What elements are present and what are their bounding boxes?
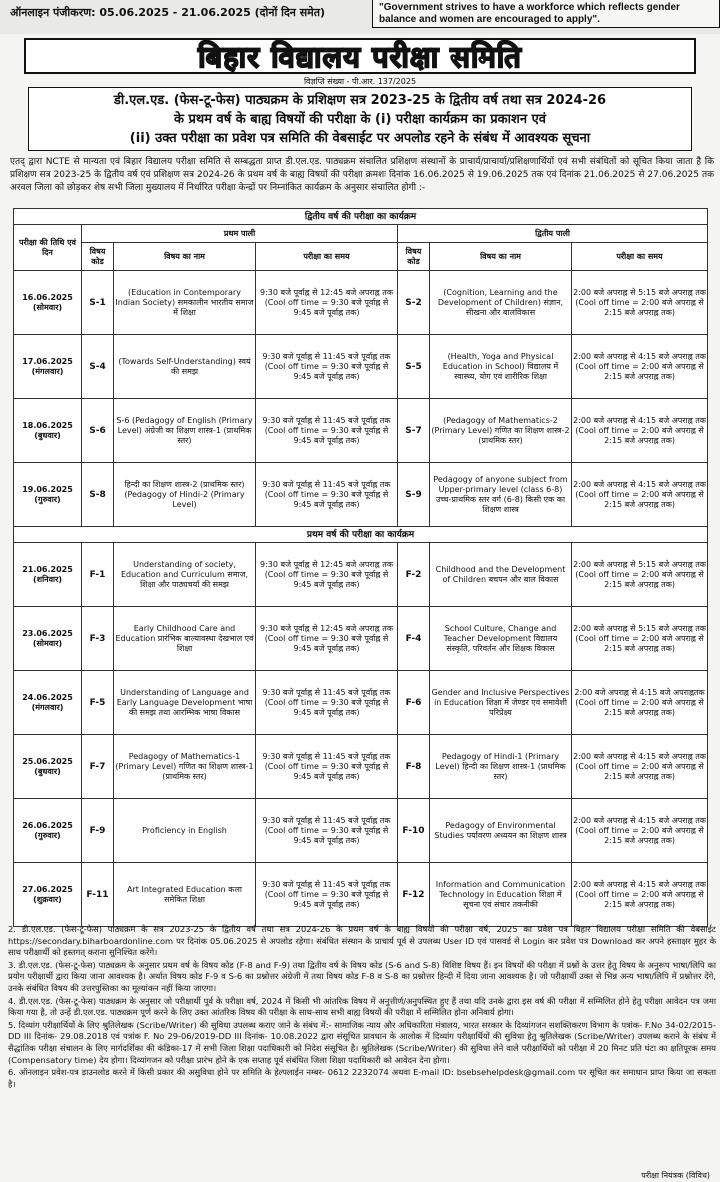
note-item: 6. ऑनलाइन प्रवेश-पत्र डाउनलोड करने में किसी प्रकार की असुविधा होने पर समिति के हेल्पलाईन नम्बर- 0612 2232074 अथवा E-mail ID: bsebsehelpdesk@gmail.com पर सूचित कर समाधान प्राप्त किया जा सकता है। [8, 1067, 716, 1089]
exam-day: (सोमवार) [32, 302, 63, 312]
subject-name: Proficiency in English [114, 799, 256, 863]
exam-date: 27.06.2025 [22, 884, 73, 894]
subject-name: हिन्दी का शिक्षण शास्त्र-2 (प्राथमिक स्तर) (Pedagogy of Hindi-2 (Primary Level) [114, 463, 256, 527]
exam-date: 17.06.2025 [22, 356, 73, 366]
exam-schedule-table [13, 208, 708, 927]
exam-time: 2:00 बजे अपराह्न से 5:15 बजे अपराह्न तक (Cool off time = 2:00 बजे अपराह्न से 2:15 बजे अपराह्न तक) [572, 271, 708, 335]
note-item: 5. दिव्यांग परीक्षार्थियों के लिए श्रुतिलेखक (Scribe/Writer) की सुविधा उपलब्ध कराए जाने के संबंध में:- सामाजिक न्याय और अधिकारिता मंत्रालय, भारत सरकार के दिव्यांगजन सशक्तिकरण विभाग के पत्रांक- F.No 34-02/2015-DD III दिनांक- 29.08.2018 एवं पत्रांक F. No 29-06/2019-DD III दिनांक- 10.08.2022 द्वारा संसूचित प्रावधान के आलोक में दिव्यांग परीक्षार्थियों की सुविधा हेतु श्रुतिलेखक (Scribe/Writer) उपलब्ध कराने के संबंध में सैद्धांतिक परीक्षा संचालन के लिए मार्गदर्शिका की कंडिका-17 में सभी जिला शिक्षा पदाधिकारी को निदेश संसूचित है। श्रुतिलेखक (Scribe/Writer) की सुविधा लेने वाले परीक्षार्थियों को परीक्षा में 20 मिनट प्रति घंटा का क्षतिपूरक समय (Compensatory time) देय होगा। दिव्यांगजन को परीक्षा प्रारंभ होने के एक सप्ताह पूर्व संबंधित जिला शिक्षा पदाधिकारी को आवेदन देना होगा। [8, 1019, 716, 1065]
exam-time: 2:00 बजे अपराह्न से 5:15 बजे अपराह्न तक (Cool off time = 2:00 बजे अपराह्न से 2:15 बजे अपराह्न तक) [572, 607, 708, 671]
exam-date-cell [14, 399, 82, 463]
subject-name: (Cognition, Learning and the Development of Children) संज्ञान, सीखना और बालविकास [430, 271, 572, 335]
exam-date-cell [14, 543, 82, 607]
exam-date: 23.06.2025 [22, 628, 73, 638]
subject-code: S-6 [82, 399, 114, 463]
exam-time: 2:00 बजे अपराह्न से 4:15 बजे अपराह्न तक (Cool off time = 2:00 बजे अपराह्न से 2:15 बजे अपराह्न तक) [572, 335, 708, 399]
schedule-row [14, 271, 708, 335]
notice-number: विज्ञप्ति संख्या - पी.आर. 137/2025 [303, 77, 417, 86]
exam-time: 9:30 बजे पूर्वाह्न से 12:45 बजे अपराह्न तक (Cool off time = 9:30 बजे पूर्वाह्न से 9:45 बजे पूर्वाह्न तक) [256, 271, 398, 335]
exam-time: 9:30 बजे पूर्वाह्न से 11:45 बजे पूर्वाह्न तक (Cool off time = 9:30 बजे पूर्वाह्न से 9:45 बजे पूर्वाह्न तक) [256, 799, 398, 863]
exam-day: (मंगलवार) [31, 702, 64, 712]
exam-date: 25.06.2025 [22, 756, 73, 766]
note-item: 3. डी.एल.एड. (फेस-टू-फेस) पाठ्यक्रम के अनुसार प्रथम वर्ष के विषय कोड (F-8 and F-9) तथा द्वितीय वर्ष के विषय कोड (S-6 and S-8) विशिष्ट विषय हैं। इन विषयों की परीक्षा में प्रश्नों के उत्तर हेतु विषय के अनुरूप भाषा/लिपि का प्रयोग परीक्षार्थी द्वारा किया जाना आवश्यक है। अर्थात विषय कोड F-9 व S-6 का प्रश्नोत्तर अंग्रेजी में तथा विषय कोड F-8 व S-8 का प्रश्नोत्तर हिन्दी में दिया जाना आवश्यक है। जो परीक्षार्थी उक्त से भिन्न अन्य भाषा/लिपि में प्रश्नोत्तर देंगे, उनके संबंधित विषय की उत्तरपुस्तिका का मूल्यांकन नहीं किया जाएगा। [8, 959, 716, 993]
subject-code: S-2 [398, 271, 430, 335]
exam-day: (शुक्रवार) [33, 894, 62, 904]
board-title: बिहार विद्यालय परीक्षा समिति [198, 39, 522, 74]
exam-date-cell [14, 335, 82, 399]
schedule-row [14, 335, 708, 399]
name-header: विषय का नाम [114, 243, 256, 271]
exam-time: 2:00 बजे अपराह्न से 4:15 बजे अपराह्न तक (Cool off time = 2:00 बजे अपराह्न से 2:15 बजे अपराह्न तक) [572, 863, 708, 927]
exam-date: 19.06.2025 [22, 484, 73, 494]
exam-time: 2:00 बजे अपराह्न से 4:15 बजे अपराह्न तक (Cool off time = 2:00 बजे अपराह्न से 2:15 बजे अपराह्न तक) [572, 399, 708, 463]
subject-code: S-1 [82, 271, 114, 335]
subject-name: School Culture, Change and Teacher Development विद्यालय संस्कृति, परिवर्तन और शिक्षक विकास [430, 607, 572, 671]
code-header: विषय कोड [82, 243, 114, 271]
exam-time: 9:30 बजे पूर्वाह्न से 11:45 बजे पूर्वाह्न तक (Cool off time = 9:30 बजे पूर्वाह्न से 9:45 बजे पूर्वाह्न तक) [256, 671, 398, 735]
exam-time: 9:30 बजे पूर्वाह्न से 11:45 बजे पूर्वाह्न तक (Cool off time = 9:30 बजे पूर्वाह्न से 9:45 बजे पूर्वाह्न तक) [256, 863, 398, 927]
exam-date: 26.06.2025 [22, 820, 73, 830]
exam-time: 2:00 बजे अपराह्न से 4:15 बजे अपराह्न तक (Cool off time = 2:00 बजे अपराह्न से 2:15 बजे अपराह्न तक) [572, 463, 708, 527]
exam-date: 16.06.2025 [22, 292, 73, 302]
exam-date-cell [14, 607, 82, 671]
subject-name: (Education in Contemporary Indian Society) समकालीन भारतीय समाज में शिक्षा [114, 271, 256, 335]
subject-name: Childhood and the Development of Children बचपन और बाल विकास [430, 543, 572, 607]
exam-date-cell [14, 735, 82, 799]
exam-time: 9:30 बजे पूर्वाह्न से 11:45 बजे पूर्वाह्न तक (Cool off time = 9:30 बजे पूर्वाह्न से 9:45 बजे पूर्वाह्न तक) [256, 463, 398, 527]
exam-date: 24.06.2025 [22, 692, 73, 702]
subject-line-2: के प्रथम वर्ष के बाह्य विषयों की परीक्षा के (i) परीक्षा कार्यक्रम का प्रकाशन एवं [174, 112, 546, 127]
subject-code: S-9 [398, 463, 430, 527]
section-header-row [14, 209, 708, 225]
schedule-row [14, 799, 708, 863]
subject-code: F-5 [82, 671, 114, 735]
first-shift-header: प्रथम पाली [82, 225, 398, 243]
exam-day: (गुरुवार) [34, 830, 61, 840]
exam-date: 21.06.2025 [22, 564, 73, 574]
subject-code: S-7 [398, 399, 430, 463]
registration-dates: ऑनलाइन पंजीकरण: 05.06.2025 - 21.06.2025 (दोनों दिन समेत) [10, 6, 326, 19]
subject-name: Early Childhood Care and Education प्रारंभिक बाल्यावस्था देखभाल एवं शिक्षा [114, 607, 256, 671]
section-header-row [14, 527, 708, 543]
exam-day: (सोमवार) [32, 638, 63, 648]
subject-box [28, 87, 692, 151]
exam-time: 2:00 बजे अपराह्न से 4:15 बजे अपराह्न तक (Cool off time = 2:00 बजे अपराह्न से 2:15 बजे अपराह्न तक) [572, 799, 708, 863]
shift-header-row [14, 225, 708, 243]
subject-name: Pedagogy of Hindi-1 (Primary Level) हिन्दी का शिक्षण शास्त्र-1 (प्राथमिक स्तर) [430, 735, 572, 799]
name-header: विषय का नाम [430, 243, 572, 271]
exam-date-cell [14, 671, 82, 735]
subject-name: S-6 (Pedagogy of English (Primary Level) अंग्रेजी का शिक्षण शास्त्र-1 (प्राथमिक स्तर) [114, 399, 256, 463]
exam-time: 9:30 बजे पूर्वाह्न से 12:45 बजे अपराह्न तक (Cool off time = 9:30 बजे पूर्वाह्न से 9:45 बजे पूर्वाह्न तक) [256, 607, 398, 671]
note-item: 4. डी.एल.एड. (फेस-टू-फेस) पाठ्यक्रम के अनुसार जो परीक्षार्थी पूर्व के परीक्षा वर्ष, 2024 में किसी भी आंतरिक विषय में अनुत्तीर्ण/अनुपस्थित हुए हैं तथा यदि उनके द्वारा इस वर्ष की परीक्षा में सम्मिलित होने हेतु परीक्षा आवेदन पत्र जमा किया गया है, तो उन्हें डी.एल.एड. पाठ्यक्रम पूर्ण करने के लिए उक्त आंतरिक विषय की परीक्षा के साथ-साथ सभी बाह्य विषयों की परीक्षा में सम्मिलित होना अनिवार्य होगा। [8, 995, 716, 1018]
subject-code: F-7 [82, 735, 114, 799]
subject-code: F-12 [398, 863, 430, 927]
second-shift-header: द्वितीय पाली [398, 225, 708, 243]
subject-name: (Pedagogy of Mathematics-2 (Primary Level) गणित का शिक्षण शास्त्र-2 (प्राथमिक स्तर) [430, 399, 572, 463]
intro-paragraph: एतद् द्वारा NCTE से मान्यता एवं बिहार विद्यालय परीक्षा समिति से सम्बद्धता प्राप्त डी.एल.एड. पाठ्यक्रम संचालित प्रशिक्षण संस्थानों के प्राचार्य/प्राचार्या/प्रशिक्षणार्थियों एवं सभी संबंधितों को सूचित किया जाता है कि प्रशिक्षण सत्र 2023-25 के द्वितीय वर्ष एवं प्रशिक्षण सत्र 2024-26 के प्रथम वर्ष के बाह्य विषयों की परीक्षा क्रमशः दिनांक 16.06.2025 से 19.06.2025 तक एवं दिनांक 21.06.2025 से 27.06.2025 तक अरवल जिला को छोड़कर शेष सभी जिला मुख्यालय में निर्धारित परीक्षा केन्द्रों पर निम्नांकित कार्यक्रम के अनुसार संचालित होगी :- [10, 157, 714, 193]
subject-name: Pedagogy of anyone subject from Upper-primary level (class 6-8) उच्च-प्राथमिक स्तर वर्ग (6-8) किसी एक का शिक्षण शास्त्र [430, 463, 572, 527]
subject-name: Gender and Inclusive Perspectives in Education शिक्षा में जेण्डर एवं समावेशी परिप्रेक्ष्य [430, 671, 572, 735]
schedule-row [14, 543, 708, 607]
subject-name: Pedagogy of Mathematics-1 (Primary Level) गणित का शिक्षण शास्त्र-1 (प्राथमिक स्तर) [114, 735, 256, 799]
subject-line-3: (ii) उक्त परीक्षा का प्रवेश पत्र समिति की वेबसाईट पर अपलोड रहने के संबंध में आवश्यक सूचना [129, 131, 591, 146]
exam-date: 18.06.2025 [22, 420, 73, 430]
controller-signature: परीक्षा नियंत्रक (विविध) [641, 1171, 710, 1180]
subject-name: Art Integrated Education कला समेकित शिक्षा [114, 863, 256, 927]
subject-name: Information and Communication Technology in Education शिक्षा में सूचना एवं संचार तकनीकी [430, 863, 572, 927]
gender-balance-quote: "Government strives to have a workforce which reflects gender balance and women are encouraged to apply". [372, 0, 720, 28]
exam-day: (शनिवार) [32, 574, 63, 584]
subject-name: (Towards Self-Understanding) स्वयं की समझ [114, 335, 256, 399]
exam-day: (गुरुवार) [34, 494, 61, 504]
exam-time: 9:30 बजे पूर्वाह्न से 11:45 बजे पूर्वाह्न तक (Cool off time = 9:30 बजे पूर्वाह्न से 9:45 बजे पूर्वाह्न तक) [256, 335, 398, 399]
exam-date-cell [14, 271, 82, 335]
subject-name: Understanding of Language and Early Language Development भाषा की समझ तथा आरम्भिक भाषा विकास [114, 671, 256, 735]
exam-day: (मंगलवार) [31, 366, 64, 376]
subject-code: S-8 [82, 463, 114, 527]
subject-code: F-2 [398, 543, 430, 607]
time-header: परीक्षा का समय [256, 243, 398, 271]
subject-name: (Health, Yoga and Physical Education in School) विद्यालय में स्वास्थ्य, योग एवं शारीरिक शिक्षा [430, 335, 572, 399]
subject-code: F-6 [398, 671, 430, 735]
section-title-first-year: प्रथम वर्ष की परीक्षा का कार्यक्रम [14, 527, 708, 543]
schedule-row [14, 607, 708, 671]
top-strip [0, 0, 720, 34]
exam-time: 2:00 बजे अपराह्न से 4:15 बजे अपराह्नतक (Cool off time = 2:00 बजे अपराह्न से 2:15 बजे अपराह्न तक) [572, 671, 708, 735]
notes-section [8, 924, 716, 1091]
schedule-row [14, 735, 708, 799]
code-header: विषय कोड [398, 243, 430, 271]
subject-name: Understanding of society, Education and Curriculum समाज, शिक्षा और पाठ्यचर्या की समझ [114, 543, 256, 607]
exam-time: 2:00 बजे अपराह्न से 5:15 बजे अपराह्न तक (Cool off time = 2:00 बजे अपराह्न से 2:15 बजे अपराह्न तक) [572, 543, 708, 607]
exam-date-cell [14, 863, 82, 927]
subject-code: S-5 [398, 335, 430, 399]
time-header: परीक्षा का समय [572, 243, 708, 271]
subject-code: F-4 [398, 607, 430, 671]
board-banner [24, 38, 696, 74]
schedule-row [14, 863, 708, 927]
exam-time: 9:30 बजे पूर्वाह्न से 11:45 बजे पूर्वाह्न तक (Cool off time = 9:30 बजे पूर्वाह्न से 9:45 बजे पूर्वाह्न तक) [256, 735, 398, 799]
date-column-header: परीक्षा की तिथि एवं दिन [14, 225, 82, 271]
exam-time: 9:30 बजे पूर्वाह्न से 12:45 बजे अपराह्न तक (Cool off time = 9:30 बजे पूर्वाह्न से 9:45 बजे पूर्वाह्न तक) [256, 543, 398, 607]
schedule-row [14, 399, 708, 463]
subject-line-1: डी.एल.एड. (फेस-टू-फेस) पाठ्यक्रम के प्रशिक्षण सत्र 2023-25 के द्वितीय वर्ष तथा सत्र 2024-26 [113, 93, 607, 108]
subject-code: S-4 [82, 335, 114, 399]
subject-code: F-9 [82, 799, 114, 863]
schedule-row [14, 671, 708, 735]
subject-code: F-8 [398, 735, 430, 799]
schedule-row [14, 463, 708, 527]
subject-code: F-1 [82, 543, 114, 607]
subject-code: F-11 [82, 863, 114, 927]
subject-code: F-3 [82, 607, 114, 671]
section-title-second-year: द्वितीय वर्ष की परीक्षा का कार्यक्रम [14, 209, 708, 225]
subject-code: F-10 [398, 799, 430, 863]
subject-name: Pedagogy of Environmental Studies पर्यावरण अध्ययन का शिक्षण शास्त्र [430, 799, 572, 863]
exam-date-cell [14, 799, 82, 863]
note-item: 2. डी.एल.एड. (फेस-टू-फेस) पाठ्यक्रम के सत्र 2023-25 के द्वितीय वर्ष तथा सत्र 2024-26 के प्रथम वर्ष के बाह्य विषयों की परीक्षा वर्ष, 2025 का प्रवेश पत्र बिहार विद्यालय परीक्षा समिति की वेबसाईट https://secondary.biharboardonline.com पर दिनांक 05.06.2025 से अपलोड रहेगा। संबंधित संस्थान के प्राचार्य पूर्व से उपलब्ध User ID एवं पासवर्ड से Login कर प्रवेश पत्र Download कर अपने हस्ताक्षर मुहर के साथ परीक्षार्थी को हस्तगत् कराना सुनिश्चित करेंगे। [8, 924, 716, 958]
column-header-row [14, 243, 708, 271]
exam-date-cell [14, 463, 82, 527]
exam-time: 2:00 बजे अपराह्न से 4:15 बजे अपराह्न तक (Cool off time = 2:00 बजे अपराह्न से 2:15 बजे अपराह्न तक) [572, 735, 708, 799]
exam-day: (बुधवार) [34, 766, 61, 776]
exam-day: (बुधवार) [34, 430, 61, 440]
exam-time: 9:30 बजे पूर्वाह्न से 11:45 बजे पूर्वाह्न तक (Cool off time = 9:30 बजे पूर्वाह्न से 9:45 बजे पूर्वाह्न तक) [256, 399, 398, 463]
